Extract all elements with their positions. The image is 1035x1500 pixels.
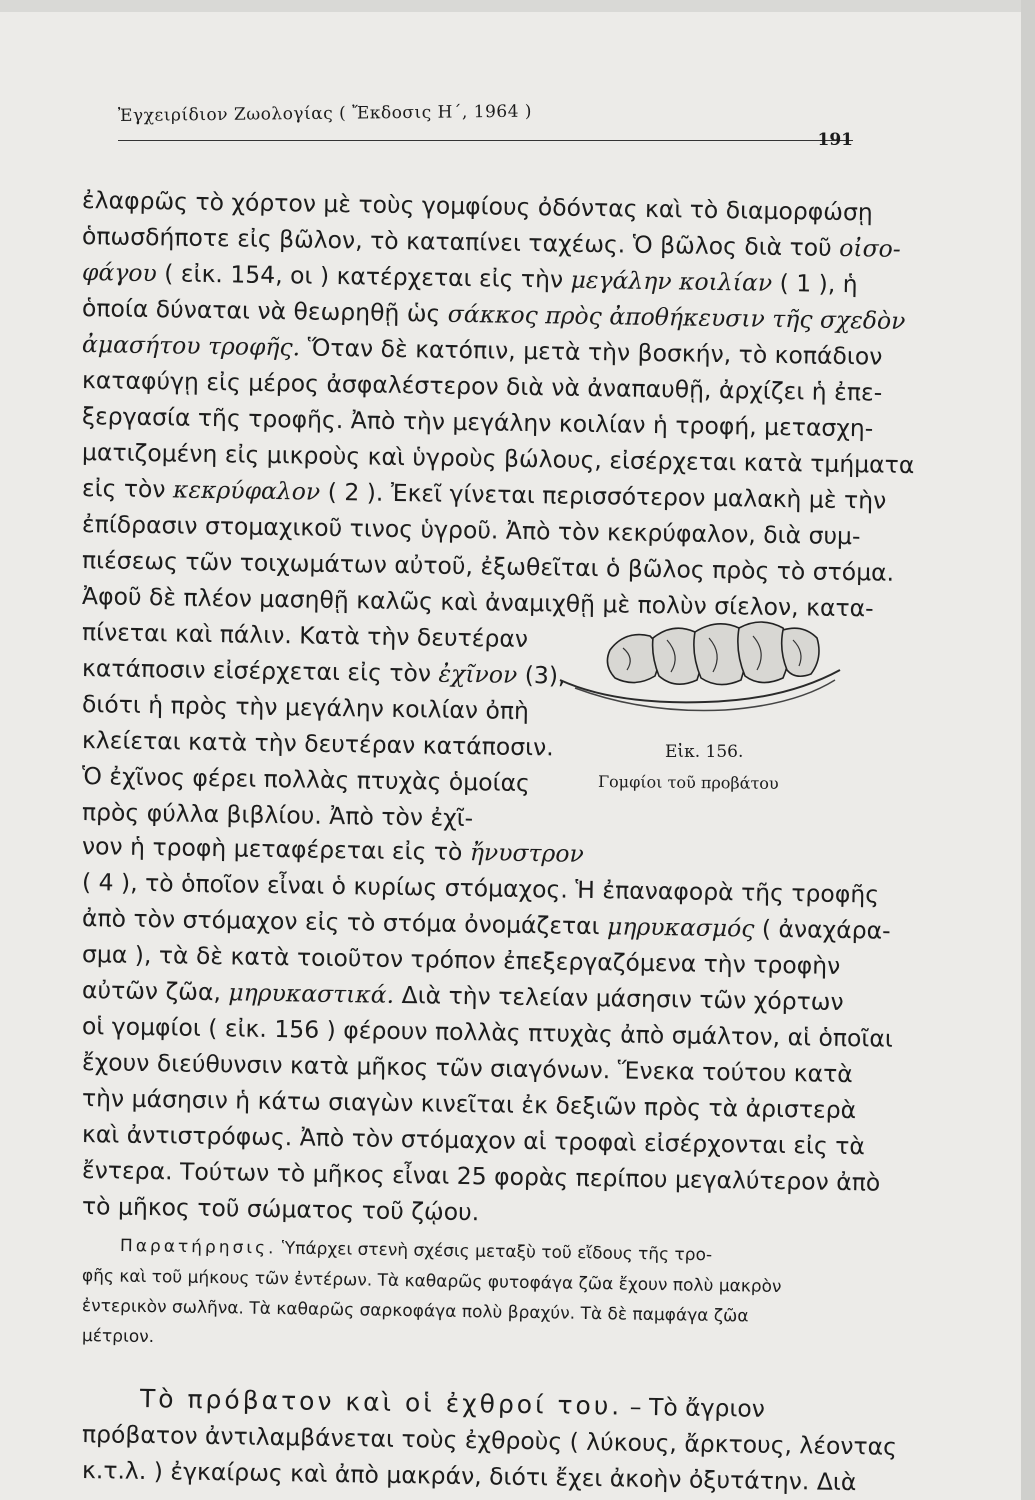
note-line: ἐντερικὸν σωλῆνα. Τὰ καθαρῶς σαρκοφάγα πολὺ βραχύν. Τὰ δὲ παμφάγα ζῶα (81, 1296, 749, 1327)
section-heading: Τὸ πρόβατον καὶ οἱ ἐχθροί του. (139, 1384, 623, 1421)
text-line: ἐλαφρῶς τὸ χόρτον μὲ τοὺς γομφίους ὀδόντας καὶ τὸ διαμορφώσῃ (81, 186, 873, 227)
text-line: Ἀφοῦ δὲ πλέον μασηθῇ καλῶς καὶ ἀναμιχθῇ μὲ πολὺν σίελον, κατα- (81, 582, 874, 623)
text-line: νον ἡ τροφὴ μεταφέρεται εἰς τὸ ἤνυστρον (81, 832, 585, 868)
figure-caption: Γομφίοι τοῦ προβάτου (597, 772, 779, 793)
text-line: εἰς τὸν κεκρύφαλον ( 2 ). Ἐκεῖ γίνεται περισσότερον μαλακὴ μὲ τὴν (81, 474, 887, 515)
page-number: 191 (817, 130, 853, 150)
text-line: πιέσεως τῶν τοιχωμάτων αὐτοῦ, ἐξωθεῖται ὁ βῶλος πρὸς τὸ στόμα. (81, 546, 895, 587)
text-line: ἔχουν διεύθυνσιν κατὰ μῆκος τῶν σιαγόνων. Ἕνεκα τούτου κατὰ (81, 1048, 853, 1089)
text-line: πίνεται καὶ πάλιν. Κατὰ τὴν δευτέραν (81, 618, 529, 654)
text-line: Ὁ ἐχῖνος φέρει πολλὰς πτυχὰς ὁμοίας (81, 762, 531, 798)
text-line: ἀπὸ τὸν στόμαχον εἰς τὸ στόμα ὀνομάζεται μηρυκασμός ( ἀναχάρα- (81, 904, 891, 945)
note-heading: Παρατήρησις. (119, 1236, 277, 1259)
text-line: οἱ γομφίοι ( εἰκ. 156 ) φέρουν πολλὰς πτυχὰς ἀπὸ σμάλτον, αἱ ὁποῖαι (81, 1012, 894, 1053)
page-top-edge (0, 0, 1035, 12)
text-line: σμα ), τὰ δὲ κατὰ τοιοῦτον τρόπον ἐπεξεργαζόμενα τὴν τροφὴν (81, 940, 841, 980)
text-line: ( 4 ), τὸ ὁποῖον εἶναι ὁ κυρίως στόμαχος. Ἡ ἐπαναφορὰ τῆς τροφῆς (81, 868, 880, 909)
note-line: Παρατήρησις. Ὑπάρχει στενὴ σχέσις μεταξὺ τοῦ εἴδους τῆς τρο- (119, 1236, 713, 1266)
text-line: ξεργασία τῆς τροφῆς. Ἀπὸ τὴν μεγάλην κοιλίαν ἡ τροφή, μετασχη- (81, 402, 874, 443)
text-line: διότι ἡ πρὸς τὴν μεγάλην κοιλίαν ὀπὴ (81, 690, 530, 726)
running-header (117, 100, 853, 150)
text-line: τὴν μάσησιν ἡ κάτω σιαγὼν κινεῖται ἐκ δεξιῶν πρὸς τὰ ἀριστερὰ (81, 1084, 857, 1125)
note-line: μέτριον. (81, 1326, 155, 1348)
text-line: καταφύγῃ εἰς μέρος ἀσφαλέστερον διὰ νὰ ἀναπαυθῇ, ἀρχίζει ἡ ἐπε- (81, 366, 883, 407)
text-line: αὐτῶν ζῶα, μηρυκαστικά. Διὰ τὴν τελείαν μάσησιν τῶν χόρτων (81, 976, 844, 1016)
figure-label: Εἰκ. 156. (665, 742, 744, 762)
text-line: κ.τ.λ. ) ἐγκαίρως καὶ ἀπὸ μακράν, διότι ἔχει ἀκοὴν ὀξυτάτην. Διὰ (81, 1456, 857, 1497)
text-line: κλείεται κατὰ τὴν δευτέραν κατάποσιν. (81, 726, 554, 762)
text-line: κατάποσιν εἰσέρχεται εἰς τὸν ἐχῖνον (3), (81, 654, 566, 690)
note-line: φῆς καὶ τοῦ μήκους τῶν ἐντέρων. Τὰ καθαρῶς φυτοφάγα ζῶα ἔχουν πολὺ μακρὸν (81, 1266, 782, 1297)
section-heading-line: Τὸ πρόβατον καὶ οἱ ἐχθροί του. – Τὸ ἄγριον (139, 1384, 766, 1423)
header-title: Ἐγχειρίδιον Ζωολογίας ( Ἔκδοσις Η΄, 1964 ) (117, 101, 533, 126)
text-line: ἀμασήτου τροφῆς. Ὅταν δὲ κατόπιν, μετὰ τὴν βοσκήν, τὸ κοπάδιον (81, 330, 883, 371)
text-line: ὁποία δύναται νὰ θεωρηθῇ ὡς σάκκος πρὸς ἀποθήκευσιν τῆς σχεδὸν (81, 294, 906, 335)
molar-teeth-illustration (555, 610, 845, 740)
text-line: ἐπίδρασιν στομαχικοῦ τινος ὑγροῦ. Ἀπὸ τὸν κεκρύφαλον, διὰ συμ- (81, 510, 861, 551)
text-line: ὁπωσδήποτε εἰς βῶλον, τὸ καταπίνει ταχέως. Ὁ βῶλος διὰ τοῦ οἰσο- (81, 222, 901, 263)
text-line: πρὸς φύλλα βιβλίου. Ἀπὸ τὸν ἐχῖ- (81, 798, 474, 833)
text-line: τὸ μῆκος τοῦ σώματος τοῦ ζῴου. (81, 1192, 480, 1227)
text-line: πρόβατον ἀντιλαμβάνεται τοὺς ἐχθροὺς ( λύκους, ἄρκτους, λέοντας (81, 1420, 898, 1461)
text-line: φάγου ( εἰκ. 154, οι ) κατέρχεται εἰς τὴν μεγάλην κοιλίαν ( 1 ), ἡ (81, 258, 858, 299)
text-line: ἔντερα. Τούτων τὸ μῆκος εἶναι 25 φορὰς περίπου μεγαλύτερον ἀπὸ (81, 1156, 881, 1197)
text-line: καὶ ἀντιστρόφως. Ἀπὸ τὸν στόμαχον αἱ τροφαὶ εἰσέρχονται εἰς τὰ (81, 1120, 866, 1161)
text-line: ματιζομένη εἰς μικροὺς καὶ ὑγροὺς βώλους, εἰσέρχεται κατὰ τμήματα (81, 438, 915, 480)
page-right-edge (1021, 0, 1035, 1500)
